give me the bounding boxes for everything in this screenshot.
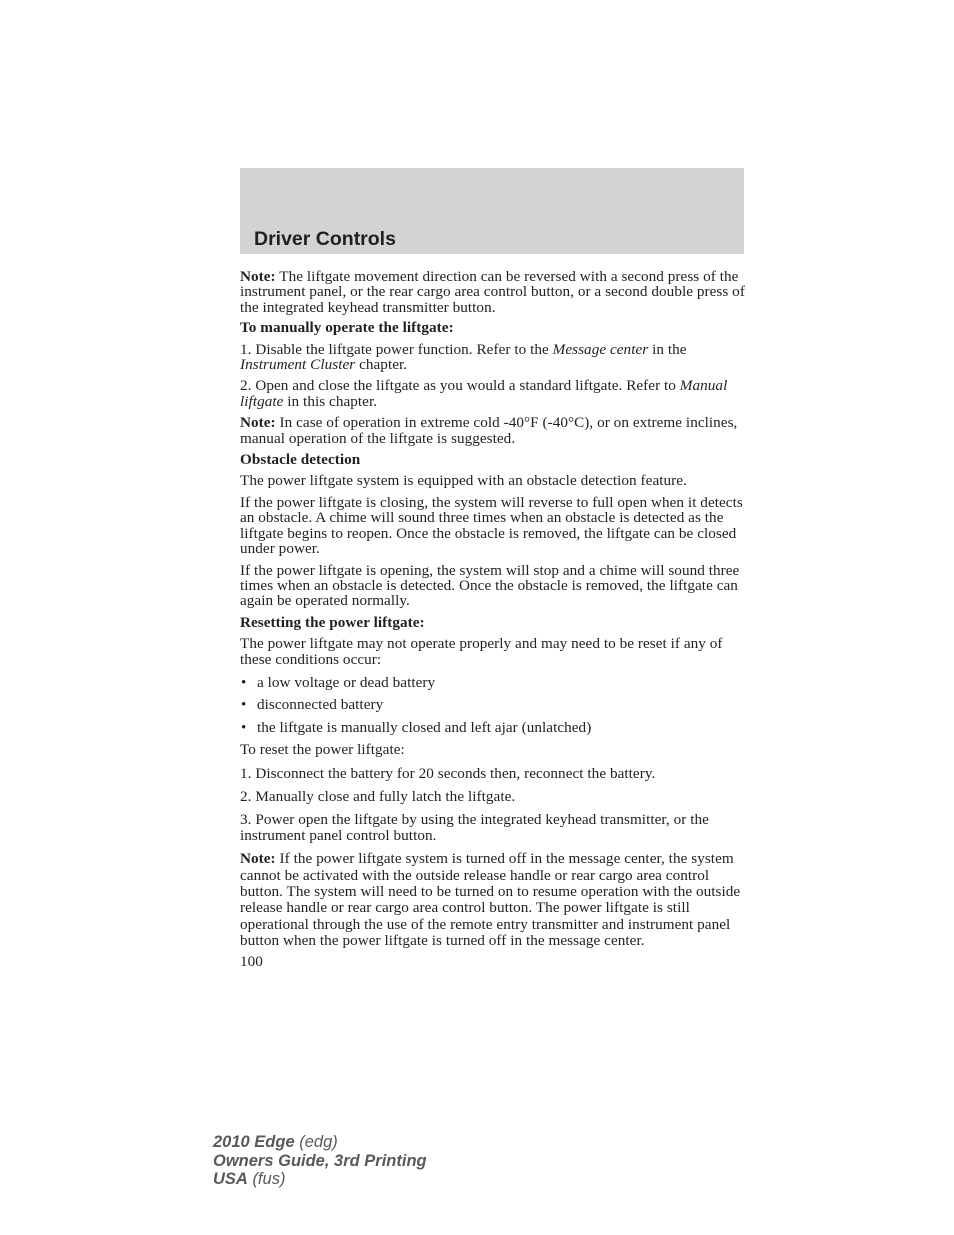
bullet-icon: • <box>241 696 247 714</box>
bullet-icon: • <box>241 718 247 736</box>
section-header-band <box>240 168 744 254</box>
step-text: in the <box>648 340 687 358</box>
reset-step: 1. Disconnect the battery for 20 seconds then, reconnect the battery. <box>240 764 656 782</box>
bullet-icon: • <box>241 673 247 691</box>
note-paragraph <box>240 269 746 315</box>
list-item <box>240 720 746 735</box>
footer-edition: Owners Guide, 3rd Printing <box>213 1151 427 1170</box>
list-item-text: the liftgate is manually closed and left ajar (unlatched) <box>257 718 592 736</box>
obstacle-detection-heading: Obstacle detection <box>240 451 361 469</box>
note-label: Note: <box>240 850 276 868</box>
list-item <box>240 697 746 712</box>
list-item-text: disconnected battery <box>257 696 384 714</box>
reset-intro: The power liftgate may not operate properly and may need to be reset if any of these conditions occur: <box>240 635 723 668</box>
note-label: Note: <box>240 414 276 432</box>
step-text: chapter. <box>355 356 408 374</box>
note-text: In case of operation in extreme cold -40°F (-40°C), or on extreme inclines, manual operation of the liftgate is suggested. <box>240 414 738 447</box>
footer-market: USA <box>213 1170 248 1188</box>
note-text: If the power liftgate system is turned off in the message center, the system cannot be activated with the outside release handle or rear cargo area control button. The system will need to be turned on to resume operation with the outside release handle or rear cargo area control button. The power liftgate is still operational through the use of the remote entry transmitter and instrument panel button when the power liftgate is turned off in the message center. <box>240 850 741 950</box>
footer-model-code: (edg) <box>299 1133 338 1151</box>
manual-liftgate-reference: Manual liftgate <box>240 377 728 410</box>
document-footer <box>213 1133 427 1189</box>
step-text: in this chapter. <box>283 392 378 410</box>
obstacle-paragraph: The power liftgate system is equipped with an obstacle detection feature. <box>240 472 687 490</box>
obstacle-paragraph: If the power liftgate is opening, the system will stop and a chime will sound three times when an obstacle is detected. Once the obstacle is removed, the liftgate can again be operated normally. <box>240 561 740 610</box>
manual-operation-heading: To manually operate the liftgate: <box>240 319 454 337</box>
footer-line <box>213 1152 427 1171</box>
footer-model: 2010 Edge <box>213 1133 295 1151</box>
list-item <box>240 675 746 690</box>
note-paragraph <box>240 851 746 949</box>
footer-market-code: (fus) <box>252 1170 286 1188</box>
reset-heading: Resetting the power liftgate: <box>240 613 425 631</box>
footer-line <box>213 1170 427 1189</box>
step-text: 1. Disable the liftgate power function. Refer to the <box>240 340 553 358</box>
obstacle-paragraph: If the power liftgate is closing, the system will reverse to full open when it detects an obstacle. A chime will sound three times when an obstacle is detected as the liftgate begins to reopen. Once the obstacle is removed, the liftgate can be closed under power. <box>240 493 743 558</box>
reset-lead: To reset the power liftgate: <box>240 741 405 759</box>
manual-step-1 <box>240 342 746 373</box>
note-paragraph <box>240 415 746 446</box>
footer-line <box>213 1133 427 1152</box>
page-number: 100 <box>240 952 263 970</box>
section-title: Driver Controls <box>254 228 396 250</box>
reset-step: 2. Manually close and fully latch the liftgate. <box>240 787 516 805</box>
list-item-text: a low voltage or dead battery <box>257 673 436 691</box>
page-content <box>240 269 746 975</box>
manual-step-2 <box>240 378 746 409</box>
reset-step: 3. Power open the liftgate by using the integrated keyhead transmitter, or the instrument panel control button. <box>240 811 709 844</box>
step-text: 2. Open and close the liftgate as you would a standard liftgate. Refer to <box>240 377 680 395</box>
note-label: Note: <box>240 268 276 285</box>
message-center-reference: Message center <box>552 340 649 358</box>
instrument-cluster-reference: Instrument Cluster <box>240 356 356 374</box>
note-text: The liftgate movement direction can be reversed with a second press of the instrument panel, or the rear cargo area control button, or a second double press of the integrated keyhead transmitter button. <box>240 268 745 316</box>
conditions-list <box>240 675 746 735</box>
